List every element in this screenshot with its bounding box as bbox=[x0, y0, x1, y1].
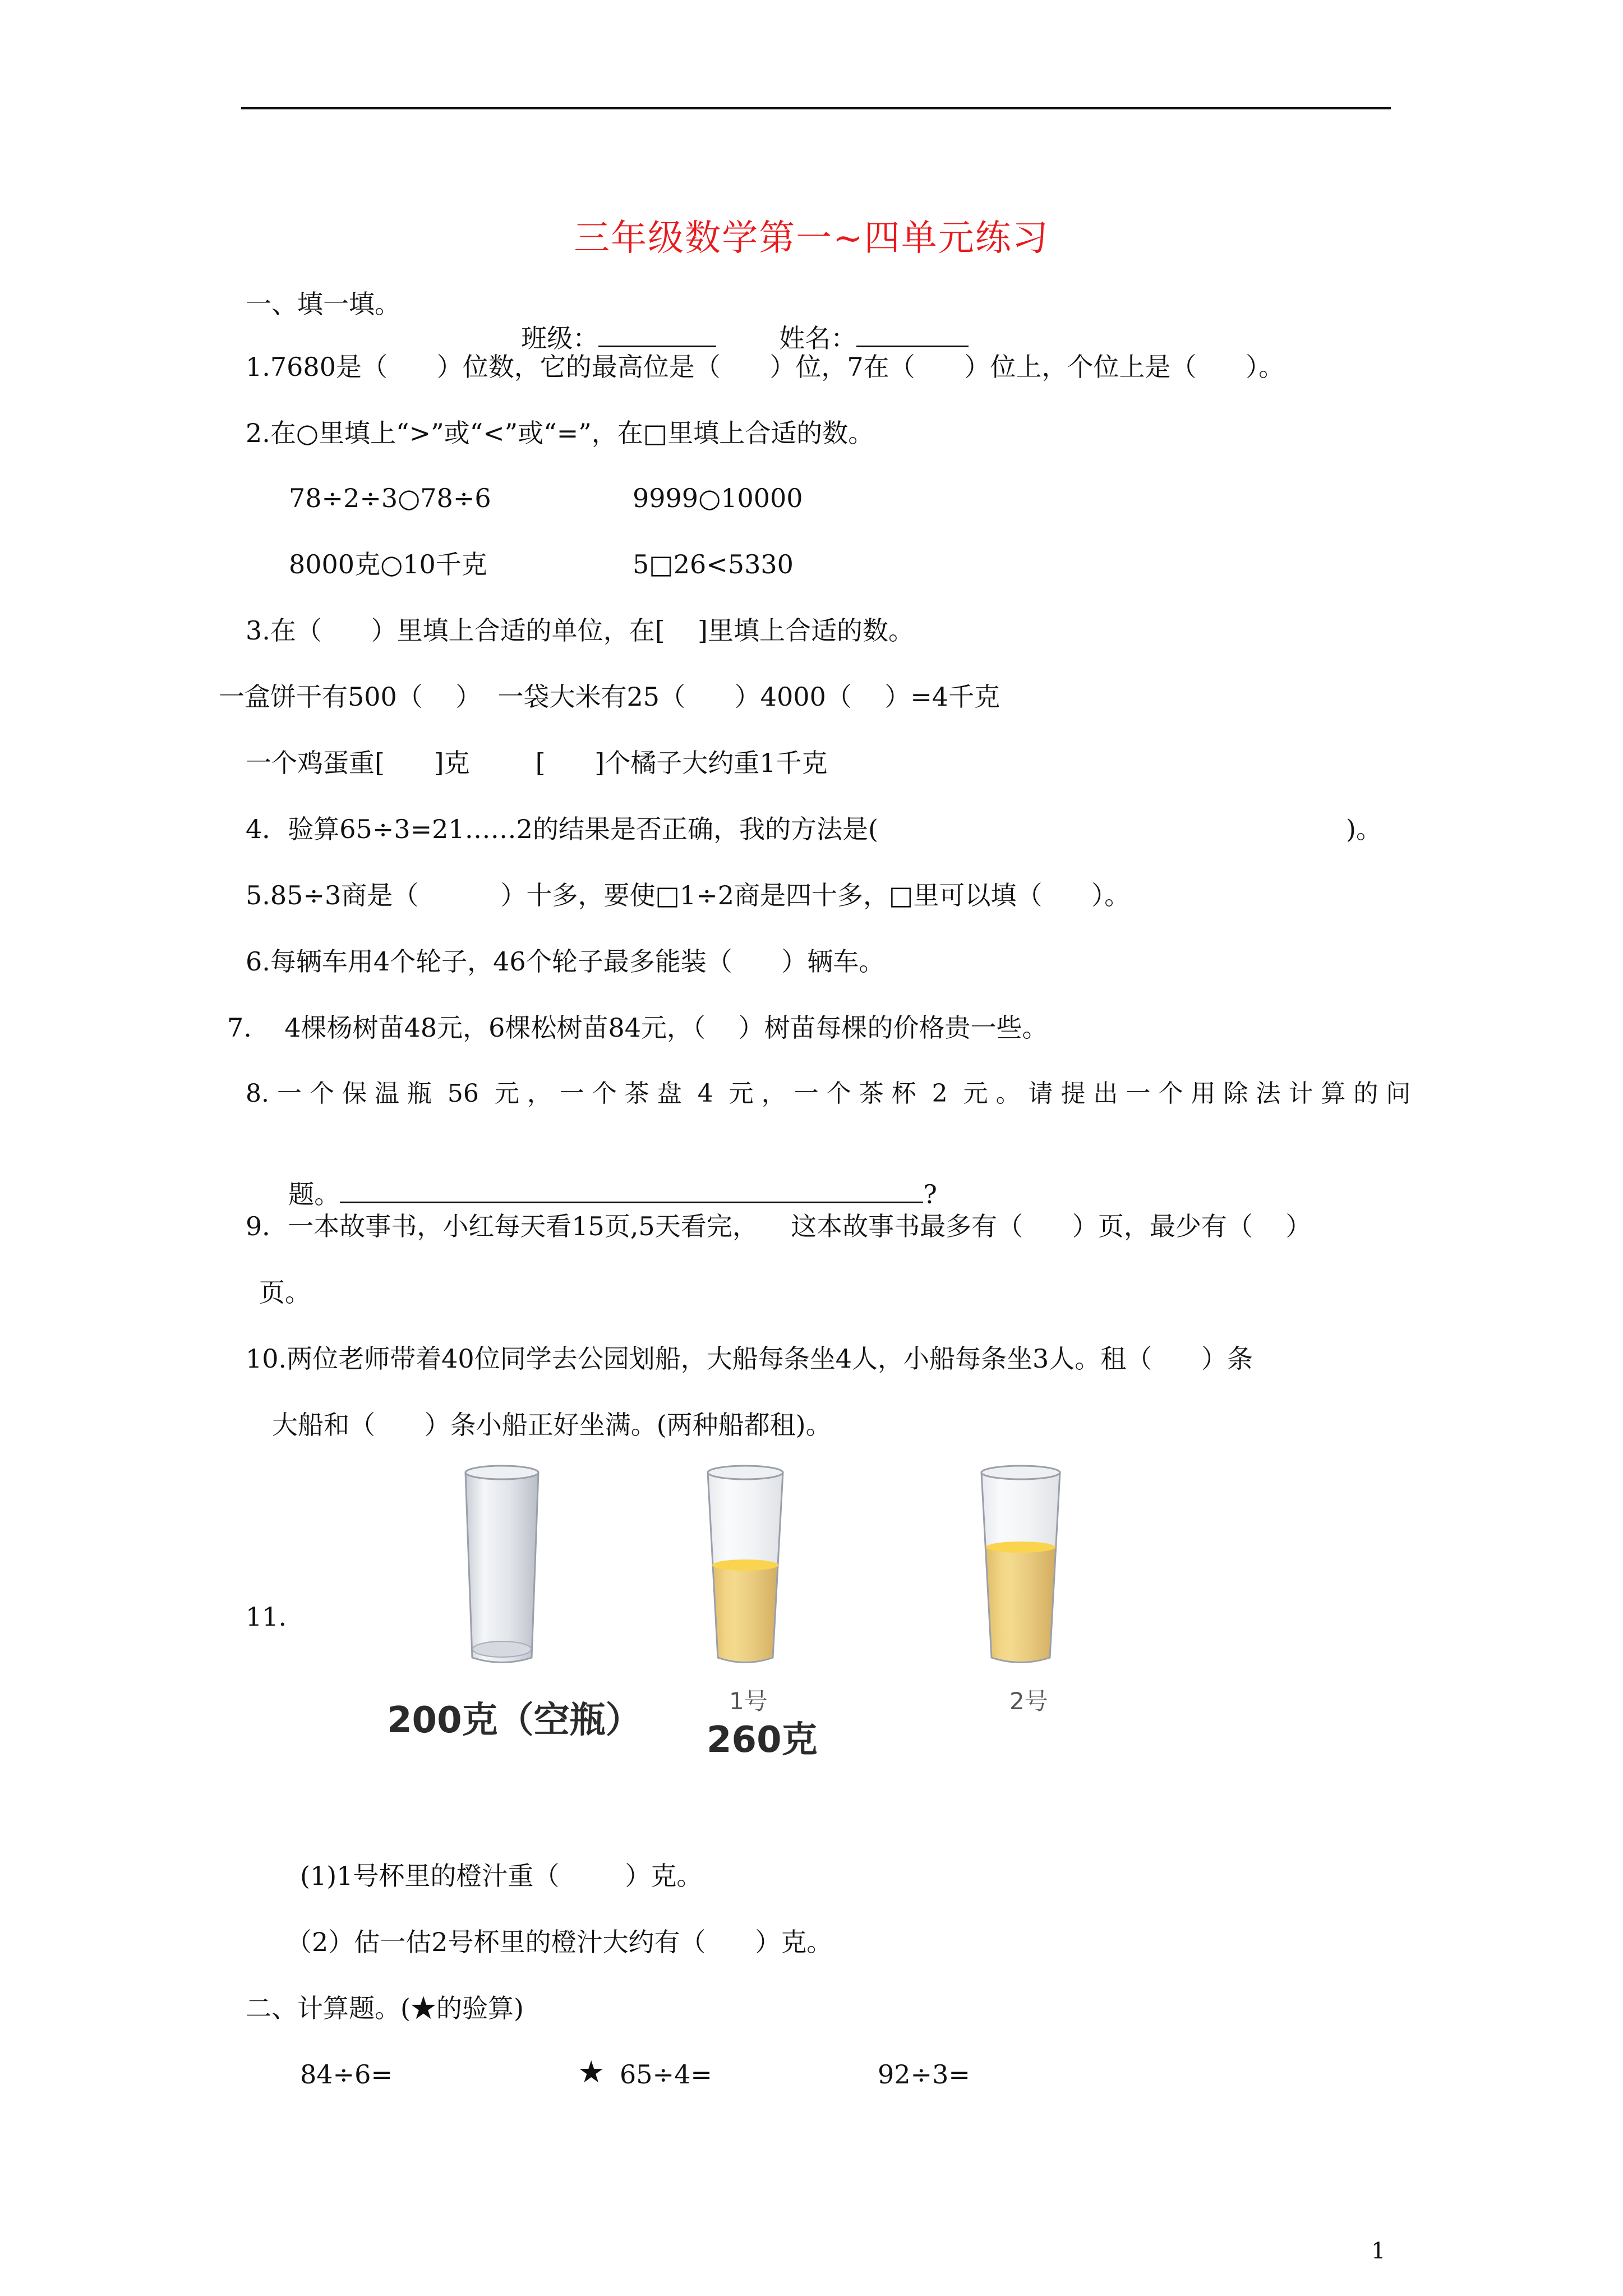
juice-cups-figure bbox=[370, 1458, 1099, 1761]
question-5: 5.85÷3商是（ ）十多，要使□1÷2商是四十多，□里可以填（ ）。 bbox=[246, 880, 1131, 910]
question-2b: 9999○10000 bbox=[633, 483, 803, 513]
name-blank bbox=[856, 321, 969, 347]
header-rule bbox=[241, 107, 1391, 109]
question-6: 6.每辆车用4个轮子，46个轮子最多能装（ ）辆车。 bbox=[246, 946, 885, 977]
empty-glass-label: 200克（空瓶） bbox=[387, 1700, 642, 1741]
question-7: 7. 4棵杨树苗48元，6棵松树苗84元，（ ）树苗每棵的价格贵一些。 bbox=[227, 1013, 1048, 1043]
name-label: 姓名： bbox=[779, 323, 857, 353]
question-10: 10.两位老师带着40位同学去公园划船，大船每条坐4人，小船每条坐3人。租（ ）条 bbox=[246, 1343, 1253, 1374]
question-8b: 题。 bbox=[288, 1179, 340, 1209]
empty-glass bbox=[465, 1466, 538, 1663]
calc-1: 84÷6= bbox=[300, 2059, 393, 2090]
question-4-end: )。 bbox=[1346, 814, 1382, 844]
question-2c: 8000克○10千克 bbox=[289, 549, 487, 579]
question-3b: 一个鸡蛋重[ ]克 [ ]个橘子大约重1千克 bbox=[246, 748, 828, 778]
question-2: 2.在○里填上“>”或“<”或“=”，在□里填上合适的数。 bbox=[246, 418, 874, 448]
juice-glass-1 bbox=[708, 1466, 783, 1663]
question-11b: （2）估一估2号杯里的橙汁大约有（ ）克。 bbox=[286, 1927, 833, 1957]
class-field bbox=[505, 287, 716, 355]
page-title: 三年级数学第一~四单元练习 bbox=[574, 218, 1049, 259]
question-8-blank bbox=[340, 1177, 923, 1203]
cup1-number: 1号 bbox=[729, 1687, 768, 1715]
juice-glass-2 bbox=[981, 1466, 1060, 1663]
question-3: 3.在（ ）里填上合适的单位，在[ ]里填上合适的数。 bbox=[246, 615, 915, 646]
class-blank bbox=[598, 321, 716, 347]
question-9b: 页。 bbox=[259, 1277, 311, 1308]
question-8: 8. 一 个 保 温 瓶 56 元 ， 一 个 茶 盘 4 元 ， 一 个 茶 杯 2 元 。 请 提 出 一 个 用 除 法 计 算 的 问 bbox=[246, 1079, 1411, 1108]
section1-heading: 一、填一填。 bbox=[246, 289, 400, 319]
class-label: 班级： bbox=[521, 323, 599, 353]
question-11: 11. bbox=[246, 1602, 287, 1632]
page-number: 1 bbox=[1371, 2238, 1386, 2264]
question-2a: 78÷2÷3○78÷6 bbox=[289, 483, 491, 513]
section2-heading: 二、计算题。(★的验算) bbox=[246, 1993, 524, 2023]
question-8b-row bbox=[272, 1143, 937, 1211]
cup1-weight: 260克 bbox=[707, 1719, 818, 1761]
question-11a: (1)1号杯里的橙汁重（ ）克。 bbox=[300, 1861, 703, 1891]
star-icon: ★ bbox=[578, 2054, 605, 2090]
question-3a: 一盒饼干有500（ ） 一袋大米有25（ ）4000（ ）=4千克 bbox=[219, 682, 1000, 712]
question-2d: 5□26<5330 bbox=[633, 549, 794, 579]
calc-2: 65÷4= bbox=[620, 2059, 712, 2090]
cup2-number: 2号 bbox=[1009, 1687, 1048, 1715]
question-8-end: ? bbox=[923, 1179, 937, 1209]
question-10b: 大船和（ ）条小船正好坐满。(两种船都租)。 bbox=[272, 1410, 832, 1440]
question-9: 9．一本故事书，小红每天看15页,5天看完， 这本故事书最多有（ ）页，最少有（ ） bbox=[246, 1211, 1312, 1241]
name-field bbox=[763, 287, 969, 355]
calc-3: 92÷3= bbox=[878, 2059, 970, 2090]
question-4: 4．验算65÷3=21……2的结果是否正确，我的方法是( bbox=[246, 814, 878, 844]
cups-illustration bbox=[370, 1458, 1099, 1683]
question-1: 1.7680是（ ）位数，它的最高位是（ ）位，7在（ ）位上，个位上是（ ）。 bbox=[246, 352, 1285, 382]
